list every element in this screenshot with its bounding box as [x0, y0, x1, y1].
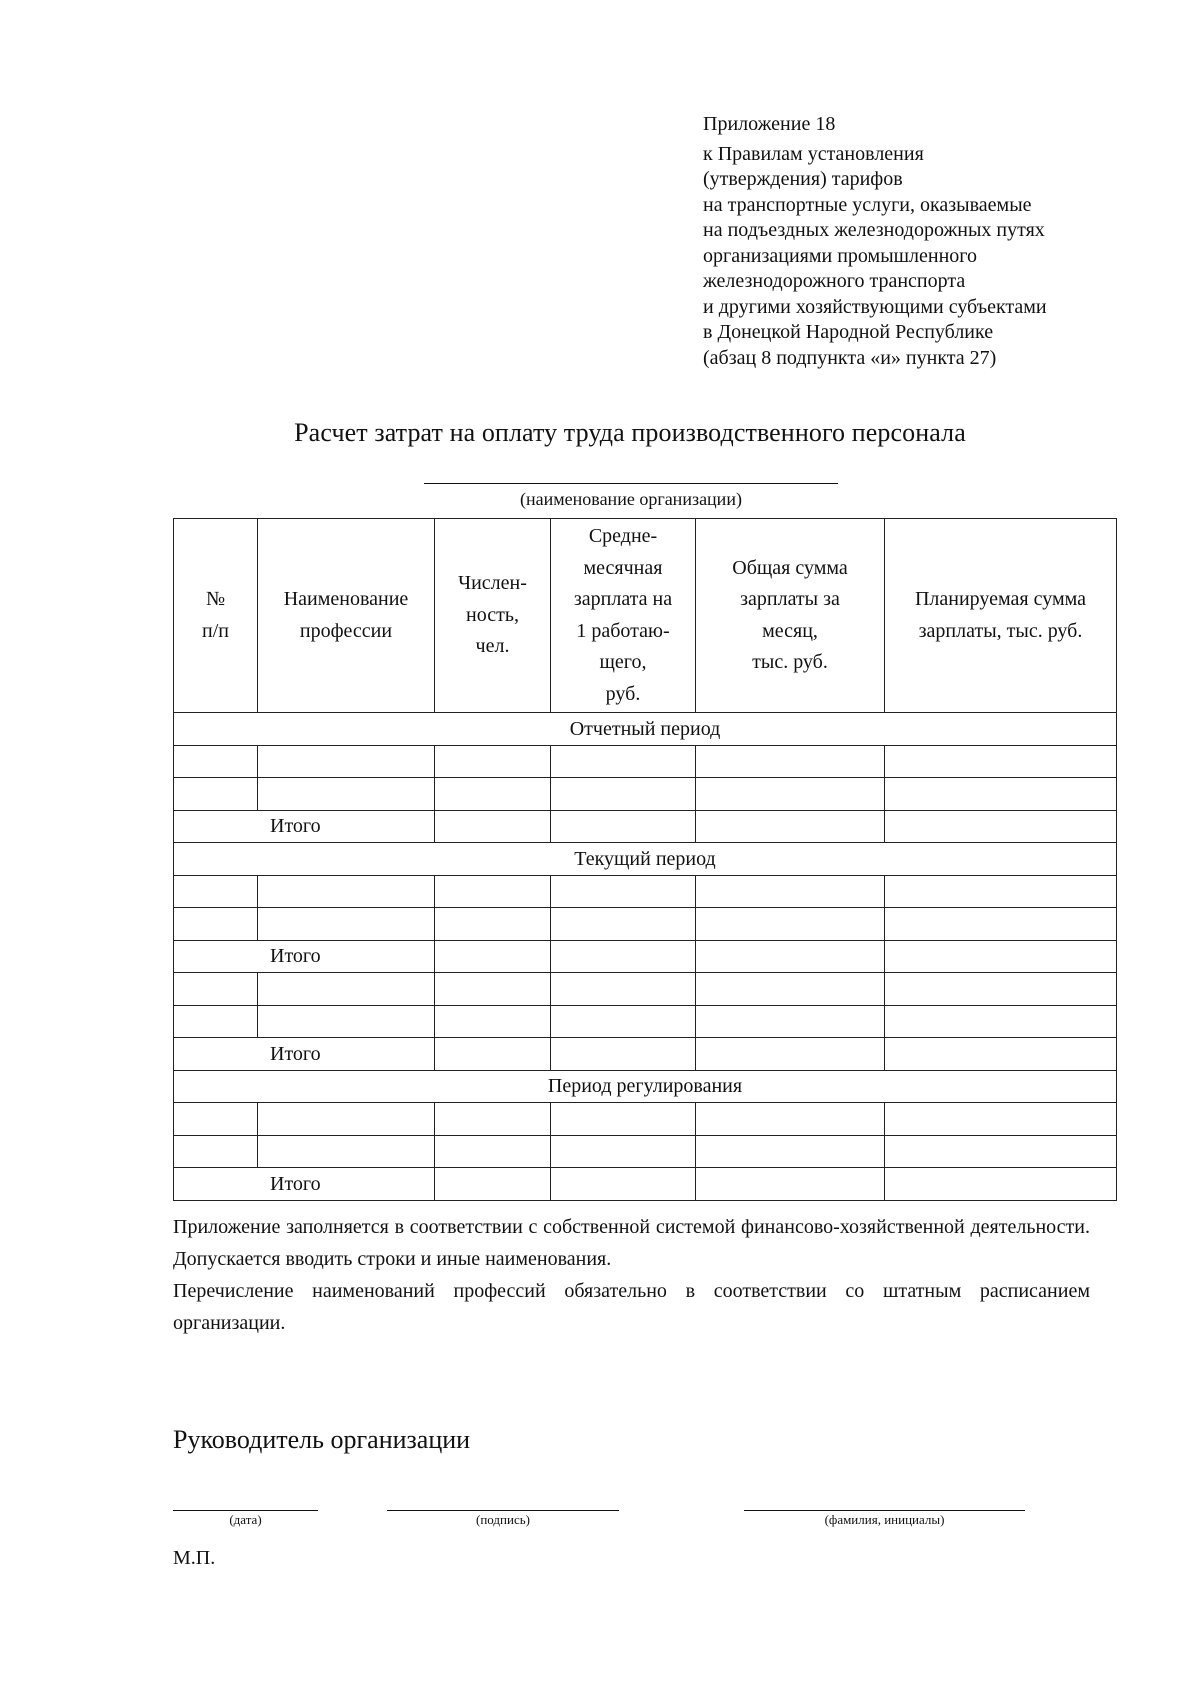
table-cell[interactable]: [435, 1005, 551, 1038]
salary-calculation-table: [173, 518, 1117, 1201]
annex-line: на подъездных железнодорожных путях: [703, 219, 1045, 241]
table-cell[interactable]: [885, 1038, 1117, 1071]
column-header-planned-total: Планируемая сумма зарплаты, тыс. руб.: [885, 519, 1117, 713]
annex-title: Приложение 18: [703, 113, 836, 135]
table-cell[interactable]: [551, 875, 696, 908]
table-cell[interactable]: [885, 908, 1117, 941]
section-label: Текущий период: [174, 843, 1117, 876]
table-cell[interactable]: [551, 1135, 696, 1168]
table-cell[interactable]: [258, 1135, 435, 1168]
table-cell[interactable]: [885, 745, 1117, 778]
table-cell[interactable]: [696, 1168, 885, 1201]
annex-line: организациями промышленного: [703, 244, 978, 267]
annex-line: (абзац 8 подпункта «и» пункта 27): [703, 346, 997, 369]
table-cell[interactable]: [551, 745, 696, 778]
table-cell[interactable]: [551, 810, 696, 843]
total-label: Итого: [174, 810, 435, 843]
table-row: [174, 1005, 1117, 1038]
table-cell[interactable]: [435, 778, 551, 811]
table-row: [174, 875, 1117, 908]
section-row-current: [174, 843, 1117, 876]
table-cell[interactable]: [174, 778, 258, 811]
table-cell[interactable]: [551, 1103, 696, 1136]
signature-caption: (подпись): [476, 1512, 530, 1527]
table-cell[interactable]: [258, 1005, 435, 1038]
table-cell[interactable]: [696, 940, 885, 973]
table-cell[interactable]: [435, 1038, 551, 1071]
table-row: [174, 973, 1117, 1006]
total-row: [174, 1168, 1117, 1201]
table-cell[interactable]: [174, 973, 258, 1006]
table-cell[interactable]: [435, 1103, 551, 1136]
annex-line: и другими хозяйствующими субъектами: [703, 295, 1047, 318]
table-cell[interactable]: [258, 875, 435, 908]
table-row: [174, 908, 1117, 941]
table-cell[interactable]: [435, 875, 551, 908]
total-label: Итого: [174, 1168, 435, 1201]
table-cell[interactable]: [885, 778, 1117, 811]
head-of-organization-label: Руководитель организации: [173, 1425, 471, 1454]
table-cell[interactable]: [696, 875, 885, 908]
organization-name-caption: (наименование организации): [520, 489, 742, 509]
table-cell[interactable]: [435, 973, 551, 1006]
table-row: [174, 1103, 1117, 1136]
section-label: Отчетный период: [174, 713, 1117, 746]
table-cell[interactable]: [551, 973, 696, 1006]
table-cell[interactable]: [885, 1135, 1117, 1168]
table-cell[interactable]: [258, 1103, 435, 1136]
table-cell[interactable]: [885, 875, 1117, 908]
section-row-reporting: [174, 713, 1117, 746]
annex-line: (утверждения) тарифов: [703, 168, 903, 190]
total-label: Итого: [174, 1038, 435, 1071]
date-caption: (дата): [229, 1512, 262, 1527]
table-cell[interactable]: [258, 973, 435, 1006]
table-cell[interactable]: [174, 1103, 258, 1136]
full-name-caption: (фамилия, инициалы): [824, 1512, 945, 1527]
note-paragraph-filling: Приложение заполняется в соответствии с собственной системой финансово-хозяйственной деятельности. Допускается вводить строки и иные наименования.: [173, 1216, 1090, 1270]
table-cell[interactable]: [696, 1005, 885, 1038]
table-cell[interactable]: [551, 778, 696, 811]
column-header-avg-salary: Средне- месячная зарплата на 1 работаю- щего, руб.: [551, 519, 696, 713]
table-cell[interactable]: [696, 1038, 885, 1071]
table-cell[interactable]: [885, 1005, 1117, 1038]
column-header-number: № п/п: [174, 519, 258, 713]
table-cell[interactable]: [696, 1135, 885, 1168]
table-cell[interactable]: [551, 1038, 696, 1071]
table-cell[interactable]: [258, 908, 435, 941]
table-cell[interactable]: [551, 908, 696, 941]
note-paragraph-professions: Перечисление наименований профессий обязательно в соответствии со штатным расписанием организации.: [173, 1280, 1090, 1334]
table-cell[interactable]: [696, 778, 885, 811]
total-label: Итого: [174, 940, 435, 973]
table-cell[interactable]: [551, 1005, 696, 1038]
table-cell[interactable]: [435, 745, 551, 778]
table-cell[interactable]: [435, 908, 551, 941]
table-cell[interactable]: [885, 940, 1117, 973]
section-row-regulation: [174, 1070, 1117, 1103]
table-cell[interactable]: [885, 1168, 1117, 1201]
table-cell[interactable]: [435, 1168, 551, 1201]
table-cell[interactable]: [696, 745, 885, 778]
total-row: [174, 940, 1117, 973]
full-name-field[interactable]: [744, 1510, 1025, 1528]
table-cell[interactable]: [696, 1103, 885, 1136]
instruction-note: [173, 1211, 1090, 1339]
table-row: [174, 778, 1117, 811]
date-field[interactable]: [173, 1510, 318, 1528]
total-row: [174, 810, 1117, 843]
table-cell[interactable]: [551, 1168, 696, 1201]
column-header-monthly-total: Общая сумма зарплаты за месяц, тыс. руб.: [696, 519, 885, 713]
table-cell[interactable]: [174, 1005, 258, 1038]
table-row: [174, 1135, 1117, 1168]
total-row: [174, 1038, 1117, 1071]
table-cell[interactable]: [174, 745, 258, 778]
table-cell[interactable]: [435, 940, 551, 973]
signature-field[interactable]: [387, 1510, 619, 1528]
table-cell[interactable]: [435, 810, 551, 843]
annex-line: на транспортные услуги, оказываемые: [703, 193, 1032, 216]
table-cell[interactable]: [885, 1103, 1117, 1136]
annex-line: к Правилам установления: [703, 142, 924, 165]
organization-name-field[interactable]: [424, 483, 838, 484]
table-header-row: [174, 519, 1117, 713]
table-cell[interactable]: [258, 778, 435, 811]
table-cell[interactable]: [885, 810, 1117, 843]
table-cell[interactable]: [885, 973, 1117, 1006]
column-header-headcount: Числен- ность, чел.: [435, 519, 551, 713]
table-cell[interactable]: [551, 940, 696, 973]
table-cell[interactable]: [435, 1135, 551, 1168]
annex-header: [703, 112, 1173, 371]
table-cell[interactable]: [696, 973, 885, 1006]
section-label: Период регулирования: [174, 1070, 1117, 1103]
stamp-place-label: М.П.: [173, 1547, 216, 1569]
table-row: [174, 745, 1117, 778]
table-cell[interactable]: [696, 810, 885, 843]
annex-line: в Донецкой Народной Республике: [703, 321, 994, 343]
table-cell[interactable]: [174, 875, 258, 908]
column-header-profession: Наименование профессии: [258, 519, 435, 713]
table-cell[interactable]: [174, 908, 258, 941]
table-cell[interactable]: [174, 1135, 258, 1168]
document-title: Расчет затрат на оплату труда производственного персонала: [294, 418, 966, 447]
table-cell[interactable]: [258, 745, 435, 778]
table-cell[interactable]: [696, 908, 885, 941]
annex-line: железнодорожного транспорта: [703, 270, 966, 292]
